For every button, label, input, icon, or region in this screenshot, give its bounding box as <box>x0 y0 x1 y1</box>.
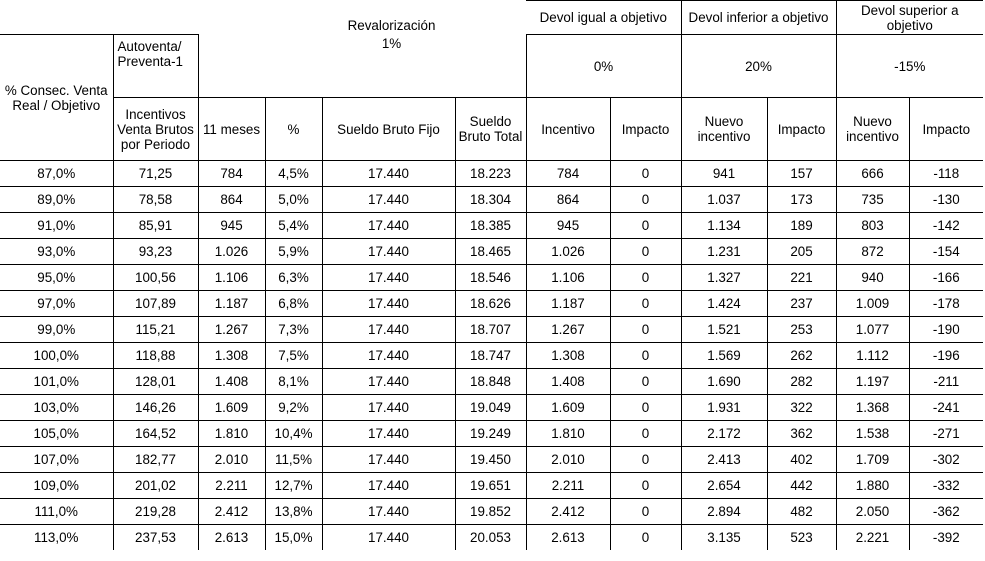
cell-nuevo-inferior: 2.172 <box>681 421 767 447</box>
cell-consec: 103,0% <box>0 395 113 421</box>
cell-nuevo-inferior: 1.037 <box>681 187 767 213</box>
cell-meses: 2.613 <box>198 525 265 551</box>
cell-nuevo-superior: 803 <box>836 213 909 239</box>
table-row <box>0 343 983 369</box>
cell-pct: 7,5% <box>265 343 322 369</box>
cell-incentivos: 219,28 <box>113 499 198 525</box>
table-body <box>0 161 983 551</box>
pct-header-igual: 0% <box>526 35 681 98</box>
cell-pct: 12,7% <box>265 473 322 499</box>
cell-pct: 8,1% <box>265 369 322 395</box>
cell-pct: 5,4% <box>265 213 322 239</box>
cell-pct: 5,0% <box>265 187 322 213</box>
cell-incentivos: 182,77 <box>113 447 198 473</box>
cell-meses: 1.267 <box>198 317 265 343</box>
cell-impacto-inferior: 322 <box>767 395 836 421</box>
cell-incentivos: 201,02 <box>113 473 198 499</box>
cell-nuevo-superior: 940 <box>836 265 909 291</box>
cell-impacto-superior: -196 <box>909 343 983 369</box>
cell-meses: 864 <box>198 187 265 213</box>
cell-nuevo-inferior: 1.327 <box>681 265 767 291</box>
cell-incentivo: 1.308 <box>526 343 610 369</box>
pct-header-inferior: 20% <box>681 35 836 98</box>
col-header-sueldo-fijo: Sueldo Bruto Fijo <box>322 98 455 161</box>
cell-nuevo-inferior: 2.654 <box>681 473 767 499</box>
cell-consec: 101,0% <box>0 369 113 395</box>
cell-impacto-inferior: 157 <box>767 161 836 187</box>
cell-impacto-superior: -332 <box>909 473 983 499</box>
cell-incentivos: 93,23 <box>113 239 198 265</box>
cell-sueldo-fijo: 17.440 <box>322 187 455 213</box>
col-header-pct: % <box>265 98 322 161</box>
cell-impacto-superior: -154 <box>909 239 983 265</box>
col-header-autoventa: Autoventa/ Preventa-1 <box>113 35 198 98</box>
cell-sueldo-total: 18.465 <box>455 239 526 265</box>
cell-consec: 105,0% <box>0 421 113 447</box>
cell-consec: 97,0% <box>0 291 113 317</box>
header-blank-left <box>0 1 113 35</box>
cell-nuevo-inferior: 1.569 <box>681 343 767 369</box>
table-row <box>0 421 983 447</box>
col-header-impacto-superior: Impacto <box>909 98 983 161</box>
col-header-impacto-inferior: Impacto <box>767 98 836 161</box>
cell-pct: 7,3% <box>265 317 322 343</box>
cell-incentivos: 85,91 <box>113 213 198 239</box>
cell-incentivo: 2.412 <box>526 499 610 525</box>
cell-impacto-igual: 0 <box>610 447 681 473</box>
cell-incentivos: 100,56 <box>113 265 198 291</box>
table-row <box>0 499 983 525</box>
cell-incentivo: 1.408 <box>526 369 610 395</box>
cell-incentivo: 1.106 <box>526 265 610 291</box>
cell-pct: 10,4% <box>265 421 322 447</box>
cell-nuevo-inferior: 2.894 <box>681 499 767 525</box>
revalorizacion-title <box>200 17 583 53</box>
cell-impacto-superior: -241 <box>909 395 983 421</box>
table-row <box>0 317 983 343</box>
cell-impacto-inferior: 402 <box>767 447 836 473</box>
cell-sueldo-total: 18.385 <box>455 213 526 239</box>
cell-consec: 87,0% <box>0 161 113 187</box>
cell-sueldo-fijo: 17.440 <box>322 317 455 343</box>
table-row <box>0 447 983 473</box>
cell-sueldo-fijo: 17.440 <box>322 525 455 551</box>
cell-nuevo-superior: 2.050 <box>836 499 909 525</box>
cell-impacto-igual: 0 <box>610 161 681 187</box>
table-row <box>0 187 983 213</box>
table-row <box>0 473 983 499</box>
cell-sueldo-total: 18.626 <box>455 291 526 317</box>
cell-pct: 15,0% <box>265 525 322 551</box>
cell-impacto-inferior: 189 <box>767 213 836 239</box>
cell-sueldo-total: 18.304 <box>455 187 526 213</box>
cell-meses: 1.308 <box>198 343 265 369</box>
cell-impacto-inferior: 262 <box>767 343 836 369</box>
cell-consec: 89,0% <box>0 187 113 213</box>
cell-impacto-superior: -362 <box>909 499 983 525</box>
cell-sueldo-total: 19.450 <box>455 447 526 473</box>
cell-nuevo-inferior: 1.931 <box>681 395 767 421</box>
cell-nuevo-superior: 872 <box>836 239 909 265</box>
cell-nuevo-superior: 1.538 <box>836 421 909 447</box>
cell-impacto-superior: -271 <box>909 421 983 447</box>
table-row <box>0 213 983 239</box>
table-row <box>0 265 983 291</box>
cell-impacto-superior: -142 <box>909 213 983 239</box>
cell-impacto-igual: 0 <box>610 187 681 213</box>
table-row <box>0 395 983 421</box>
cell-meses: 2.211 <box>198 473 265 499</box>
cell-incentivo: 2.613 <box>526 525 610 551</box>
cell-sueldo-total: 20.053 <box>455 525 526 551</box>
cell-sueldo-fijo: 17.440 <box>322 473 455 499</box>
cell-meses: 1.187 <box>198 291 265 317</box>
cell-impacto-inferior: 173 <box>767 187 836 213</box>
cell-meses: 1.609 <box>198 395 265 421</box>
cell-incentivo: 945 <box>526 213 610 239</box>
cell-sueldo-total: 19.049 <box>455 395 526 421</box>
cell-sueldo-fijo: 17.440 <box>322 421 455 447</box>
group-header-inferior: Devol inferior a objetivo <box>681 1 836 35</box>
cell-impacto-igual: 0 <box>610 473 681 499</box>
cell-sueldo-total: 19.852 <box>455 499 526 525</box>
cell-nuevo-inferior: 1.231 <box>681 239 767 265</box>
cell-consec: 109,0% <box>0 473 113 499</box>
cell-consec: 93,0% <box>0 239 113 265</box>
cell-impacto-superior: -118 <box>909 161 983 187</box>
col-header-nuevo-inferior: Nuevo incentivo <box>681 98 767 161</box>
col-header-sueldo-total: Sueldo Bruto Total <box>455 98 526 161</box>
cell-impacto-igual: 0 <box>610 499 681 525</box>
cell-nuevo-superior: 1.112 <box>836 343 909 369</box>
cell-impacto-superior: -166 <box>909 265 983 291</box>
pct-header-superior: -15% <box>836 35 983 98</box>
cell-incentivos: 146,26 <box>113 395 198 421</box>
cell-impacto-superior: -302 <box>909 447 983 473</box>
cell-impacto-igual: 0 <box>610 395 681 421</box>
cell-meses: 1.810 <box>198 421 265 447</box>
col-header-meses: 11 meses <box>198 98 265 161</box>
cell-nuevo-inferior: 1.424 <box>681 291 767 317</box>
revalorizacion-pct: 1% <box>381 36 402 51</box>
cell-sueldo-fijo: 17.440 <box>322 369 455 395</box>
cell-consec: 91,0% <box>0 213 113 239</box>
cell-incentivo: 864 <box>526 187 610 213</box>
group-header-igual: Devol igual a objetivo <box>526 1 681 35</box>
cell-nuevo-superior: 666 <box>836 161 909 187</box>
table-row <box>0 161 983 187</box>
cell-nuevo-superior: 1.880 <box>836 473 909 499</box>
cell-consec: 99,0% <box>0 317 113 343</box>
col-header-incentivo: Incentivo <box>526 98 610 161</box>
cell-consec: 107,0% <box>0 447 113 473</box>
cell-impacto-igual: 0 <box>610 317 681 343</box>
cell-impacto-igual: 0 <box>610 343 681 369</box>
cell-pct: 11,5% <box>265 447 322 473</box>
cell-impacto-inferior: 442 <box>767 473 836 499</box>
cell-pct: 4,5% <box>265 161 322 187</box>
cell-nuevo-inferior: 1.521 <box>681 317 767 343</box>
cell-incentivo: 1.026 <box>526 239 610 265</box>
cell-consec: 111,0% <box>0 499 113 525</box>
cell-sueldo-total: 19.249 <box>455 421 526 447</box>
cell-sueldo-fijo: 17.440 <box>322 395 455 421</box>
cell-impacto-inferior: 221 <box>767 265 836 291</box>
cell-sueldo-total: 19.651 <box>455 473 526 499</box>
cell-impacto-igual: 0 <box>610 239 681 265</box>
cell-incentivo: 2.211 <box>526 473 610 499</box>
cell-meses: 1.026 <box>198 239 265 265</box>
cell-impacto-igual: 0 <box>610 369 681 395</box>
cell-nuevo-superior: 735 <box>836 187 909 213</box>
col-header-impacto-igual: Impacto <box>610 98 681 161</box>
cell-sueldo-fijo: 17.440 <box>322 239 455 265</box>
cell-meses: 2.010 <box>198 447 265 473</box>
cell-incentivo: 2.010 <box>526 447 610 473</box>
cell-sueldo-total: 18.707 <box>455 317 526 343</box>
cell-incentivo: 1.810 <box>526 421 610 447</box>
cell-impacto-igual: 0 <box>610 265 681 291</box>
cell-sueldo-fijo: 17.440 <box>322 447 455 473</box>
col-header-nuevo-superior: Nuevo incentivo <box>836 98 909 161</box>
cell-impacto-igual: 0 <box>610 291 681 317</box>
cell-incentivos: 71,25 <box>113 161 198 187</box>
cell-consec: 95,0% <box>0 265 113 291</box>
cell-nuevo-superior: 1.009 <box>836 291 909 317</box>
col-header-incentivos: Incentivos Venta Brutos por Periodo <box>113 98 198 161</box>
cell-incentivo: 1.267 <box>526 317 610 343</box>
cell-sueldo-fijo: 17.440 <box>322 291 455 317</box>
cell-impacto-superior: -178 <box>909 291 983 317</box>
table-row <box>0 239 983 265</box>
cell-sueldo-fijo: 17.440 <box>322 343 455 369</box>
group-header-superior: Devol superior a objetivo <box>836 1 983 35</box>
cell-pct: 6,8% <box>265 291 322 317</box>
cell-sueldo-fijo: 17.440 <box>322 265 455 291</box>
cell-incentivos: 118,88 <box>113 343 198 369</box>
cell-impacto-igual: 0 <box>610 525 681 551</box>
table-row <box>0 369 983 395</box>
cell-sueldo-fijo: 17.440 <box>322 161 455 187</box>
cell-impacto-inferior: 253 <box>767 317 836 343</box>
cell-impacto-inferior: 282 <box>767 369 836 395</box>
table-row <box>0 291 983 317</box>
cell-meses: 945 <box>198 213 265 239</box>
cell-impacto-igual: 0 <box>610 421 681 447</box>
cell-meses: 1.408 <box>198 369 265 395</box>
cell-pct: 5,9% <box>265 239 322 265</box>
col-header-consec: % Consec. Venta Real / Objetivo <box>0 35 113 161</box>
cell-sueldo-total: 18.747 <box>455 343 526 369</box>
cell-incentivos: 164,52 <box>113 421 198 447</box>
cell-nuevo-superior: 1.197 <box>836 369 909 395</box>
cell-incentivo: 1.609 <box>526 395 610 421</box>
cell-consec: 113,0% <box>0 525 113 551</box>
cell-impacto-superior: -190 <box>909 317 983 343</box>
cell-nuevo-superior: 1.077 <box>836 317 909 343</box>
cell-impacto-superior: -130 <box>909 187 983 213</box>
cell-impacto-inferior: 205 <box>767 239 836 265</box>
cell-sueldo-fijo: 17.440 <box>322 213 455 239</box>
cell-nuevo-inferior: 2.413 <box>681 447 767 473</box>
cell-incentivos: 128,01 <box>113 369 198 395</box>
revalorizacion-label: Revalorización <box>347 18 436 33</box>
cell-pct: 13,8% <box>265 499 322 525</box>
cell-nuevo-inferior: 3.135 <box>681 525 767 551</box>
cell-nuevo-superior: 1.709 <box>836 447 909 473</box>
cell-impacto-inferior: 482 <box>767 499 836 525</box>
cell-impacto-superior: -211 <box>909 369 983 395</box>
cell-nuevo-superior: 2.221 <box>836 525 909 551</box>
cell-incentivo: 1.187 <box>526 291 610 317</box>
cell-pct: 9,2% <box>265 395 322 421</box>
cell-sueldo-total: 18.223 <box>455 161 526 187</box>
cell-nuevo-inferior: 1.690 <box>681 369 767 395</box>
cell-consec: 100,0% <box>0 343 113 369</box>
cell-incentivos: 78,58 <box>113 187 198 213</box>
cell-incentivos: 107,89 <box>113 291 198 317</box>
cell-meses: 1.106 <box>198 265 265 291</box>
cell-sueldo-total: 18.848 <box>455 369 526 395</box>
cell-incentivos: 115,21 <box>113 317 198 343</box>
table-row <box>0 525 983 551</box>
cell-sueldo-fijo: 17.440 <box>322 499 455 525</box>
cell-pct: 6,3% <box>265 265 322 291</box>
cell-meses: 784 <box>198 161 265 187</box>
cell-nuevo-superior: 1.368 <box>836 395 909 421</box>
cell-incentivos: 237,53 <box>113 525 198 551</box>
cell-nuevo-inferior: 1.134 <box>681 213 767 239</box>
cell-nuevo-inferior: 941 <box>681 161 767 187</box>
cell-impacto-inferior: 523 <box>767 525 836 551</box>
cell-impacto-igual: 0 <box>610 213 681 239</box>
cell-incentivo: 784 <box>526 161 610 187</box>
cell-meses: 2.412 <box>198 499 265 525</box>
cell-sueldo-total: 18.546 <box>455 265 526 291</box>
cell-impacto-inferior: 362 <box>767 421 836 447</box>
cell-impacto-superior: -392 <box>909 525 983 551</box>
cell-impacto-inferior: 237 <box>767 291 836 317</box>
